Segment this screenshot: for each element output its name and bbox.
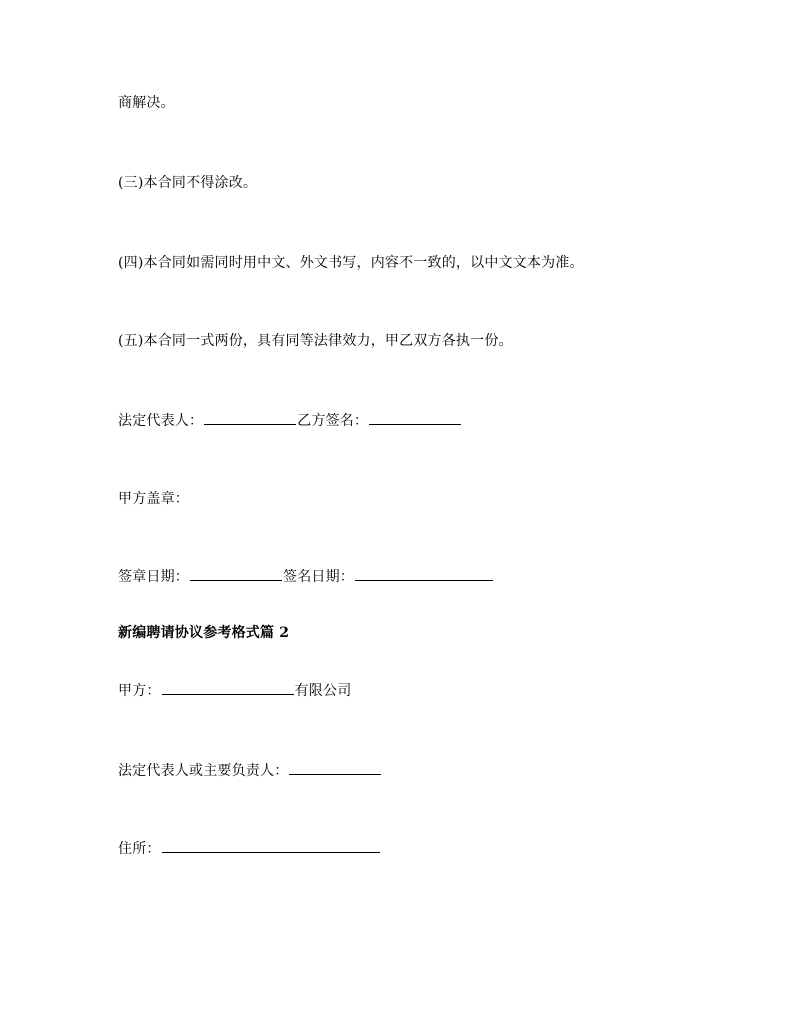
address-line <box>118 840 381 858</box>
address-blank[interactable] <box>162 840 380 853</box>
legal-rep-or-head-label: 法定代表人或主要负责人： <box>118 763 289 779</box>
date-line <box>118 568 494 586</box>
heading-text: 新编聘请协议参考格式篇 2 <box>118 625 290 641</box>
legal-rep-or-head-blank[interactable] <box>289 762 381 775</box>
clause-text: (三)本合同不得涂改。 <box>118 175 258 191</box>
party-a-seal-line <box>118 490 189 508</box>
clause-text: (四)本合同如需同时用中文、外文书写，内容不一致的，以中文文本为准。 <box>118 255 584 271</box>
company-suffix: 有限公司 <box>294 683 352 699</box>
seal-date-label: 签章日期： <box>118 569 189 585</box>
address-label: 住所： <box>118 841 161 857</box>
section-heading <box>118 624 289 642</box>
legal-rep-or-head-line <box>118 762 382 780</box>
party-b-signature-label: 乙方签名： <box>297 413 369 429</box>
clause-text: (五)本合同一式两份，具有同等法律效力，甲乙双方各执一份。 <box>118 333 513 349</box>
clause-five <box>118 332 513 350</box>
party-a-line <box>118 682 351 700</box>
party-a-seal-label: 甲方盖章： <box>118 491 189 507</box>
clause-text-continuation <box>118 94 175 112</box>
seal-date-blank[interactable] <box>190 568 282 581</box>
signature-line <box>118 412 462 430</box>
clause-text: 商解决。 <box>118 95 175 111</box>
legal-rep-blank[interactable] <box>204 412 296 425</box>
party-a-name-blank[interactable] <box>162 682 294 695</box>
clause-four <box>118 254 584 272</box>
signature-date-label: 签名日期： <box>283 569 354 585</box>
party-b-signature-blank[interactable] <box>369 412 461 425</box>
party-a-label: 甲方： <box>118 683 161 699</box>
legal-rep-label: 法定代表人： <box>118 413 204 429</box>
clause-three <box>118 174 257 192</box>
signature-date-blank[interactable] <box>355 568 493 581</box>
